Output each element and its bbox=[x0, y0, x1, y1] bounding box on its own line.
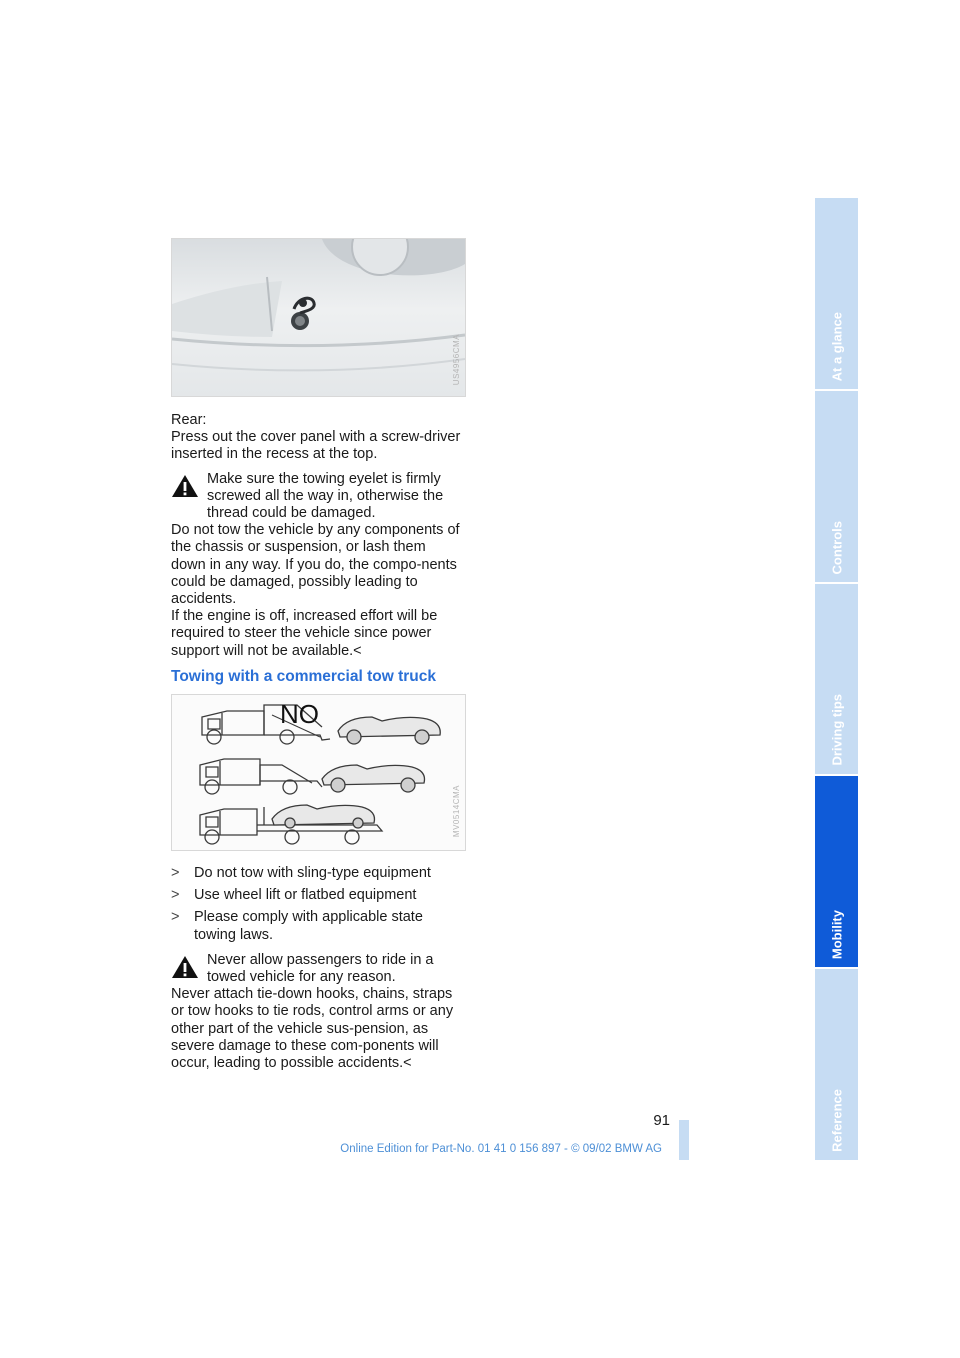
warning-icon bbox=[171, 955, 199, 979]
tab-controls[interactable] bbox=[815, 391, 858, 582]
bullet-marker: > bbox=[171, 887, 180, 904]
warning-block-eyelet bbox=[171, 471, 463, 660]
rear-instructions bbox=[171, 412, 463, 660]
warning-text: Never attach tie-down hooks, chains, straps or tow hooks to tie rods, control arms or any other part of the vehicle sus-pension, as severe damage to these com-ponents will occur, leading to possible accidents.< bbox=[171, 986, 454, 1072]
list-item: > Do not tow with sling-type equipment bbox=[171, 865, 431, 881]
figure-code: MV0514CMA bbox=[452, 785, 461, 838]
end-mark: < bbox=[403, 1055, 412, 1072]
bullet-marker: > bbox=[171, 909, 180, 926]
towing-eyelet-photo bbox=[171, 238, 466, 397]
tow-truck-illustration bbox=[172, 695, 465, 850]
tab-label: Mobility bbox=[829, 909, 844, 959]
list-item: > Please comply with applicable state towing laws. bbox=[171, 909, 423, 943]
bullet-marker: > bbox=[171, 865, 180, 881]
warning-text: If the engine is off, increased effort will be required to steer the vehicle since power support will not be available.< bbox=[171, 608, 438, 659]
no-label: NO bbox=[280, 699, 319, 729]
tow-truck-diagram bbox=[171, 694, 466, 851]
figure-code: US4956CMA bbox=[452, 334, 461, 386]
warning-text: Never allow passengers to ride in a towed vehicle for any reason. bbox=[207, 951, 434, 986]
tab-driving-tips[interactable] bbox=[815, 584, 858, 774]
tab-reference[interactable] bbox=[815, 969, 858, 1160]
warning-text: Do not tow the vehicle by any components of the chassis or suspension, or lash them down in any way. If you do, the compo-nents could be damaged, possibly leading to accidents. bbox=[171, 522, 460, 608]
tab-label: Reference bbox=[829, 1089, 844, 1152]
page-number: 91 bbox=[653, 1112, 670, 1129]
tab-at-a-glance[interactable] bbox=[815, 198, 858, 389]
footer-edition: Online Edition for Part-No. 01 41 0 156 897 - © 09/02 BMW AG bbox=[340, 1143, 662, 1155]
list-item: > Use wheel lift or flatbed equipment bbox=[171, 887, 417, 904]
tow-truck-instructions bbox=[171, 865, 463, 1072]
footer-bar bbox=[679, 1120, 689, 1160]
tab-label: Controls bbox=[829, 520, 844, 574]
warning-icon bbox=[171, 474, 199, 498]
bullet-list bbox=[171, 865, 463, 944]
tab-label: Driving tips bbox=[829, 694, 844, 766]
tab-mobility[interactable] bbox=[815, 776, 858, 967]
rear-label: Rear: bbox=[171, 412, 207, 428]
towing-eyelet-illustration bbox=[172, 239, 465, 396]
section-heading: Towing with a commercial tow truck bbox=[171, 668, 436, 685]
end-mark: < bbox=[353, 642, 362, 659]
rear-instruction: Press out the cover panel with a screw-driver inserted in the recess at the top. bbox=[171, 429, 461, 463]
tab-label: At a glance bbox=[829, 311, 844, 381]
warning-text: Make sure the towing eyelet is firmly screwed all the way in, otherwise the thread could be damaged. bbox=[207, 470, 444, 522]
warning-block-passengers bbox=[171, 952, 463, 1072]
